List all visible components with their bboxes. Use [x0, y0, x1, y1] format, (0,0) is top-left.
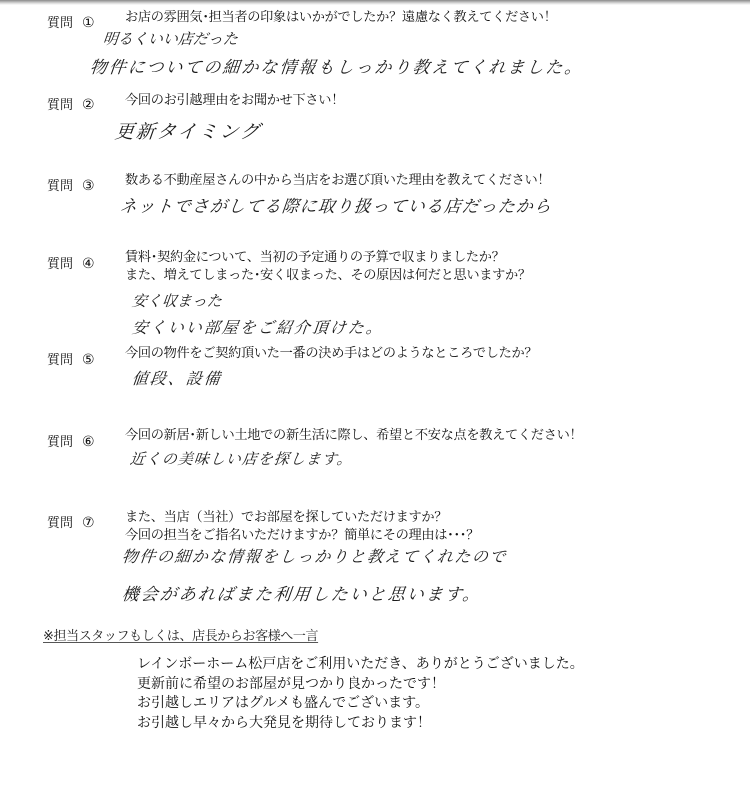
- question-prefix: 質問: [47, 179, 74, 194]
- staff-note-heading: ※担当スタッフもしくは、店長からお客様へ一言: [43, 629, 319, 644]
- staff-note-line: レインボーホーム松戸店をご利用いただき、ありがとうございました。: [137, 656, 584, 672]
- question-label: [47, 12, 95, 31]
- handwritten-answer-line: 機会があればまた利用したいと思います。: [120, 585, 483, 605]
- question-label: [47, 94, 95, 113]
- staff-note-line: 更新前に希望のお部屋が見つかり良かったです！: [137, 675, 445, 692]
- question-prefix: 質問: [47, 353, 74, 368]
- question-prefix: 質問: [47, 98, 74, 113]
- question-label: [47, 349, 95, 368]
- question-text: また、当店（当社）でお部屋を探していただけますか？ 今回の担当をご指名いただけますか？簡単にその理由は･･･？: [125, 510, 479, 543]
- question-text: お店の雰囲気･担当者の印象はいかがでしたか？遠慮なく教えてください！: [125, 10, 557, 25]
- question-number: ②: [82, 97, 95, 113]
- question-number: ⑤: [82, 352, 95, 368]
- handwritten-answer-line: 近くの美味しい店を探します。: [129, 450, 354, 468]
- staff-note-line: お引越し早々から大発見を期待しております！: [137, 714, 431, 731]
- handwritten-answer-line: 値段、設備: [130, 369, 223, 388]
- staff-note-line: お引越しエリアはグルメも盛んでございます。: [137, 695, 430, 711]
- handwritten-answer-line: 更新タイミング: [113, 121, 263, 143]
- question-number: ③: [82, 178, 95, 194]
- question-prefix: 質問: [47, 435, 74, 450]
- question-prefix: 質問: [47, 16, 74, 31]
- handwritten-answer-line: 物件についての細かな情報もしっかり教えてくれました。: [88, 58, 585, 78]
- question-text: 今回のお引越理由をお聞かせ下さい！: [125, 93, 345, 108]
- staff-note-body: [137, 655, 584, 733]
- question-label: [47, 512, 95, 531]
- question-text: 数ある不動産屋さんの中から当店をお選び頂いた理由を教えてください！: [125, 173, 551, 188]
- scan-top-edge: [0, 0, 750, 5]
- question-number: ⑥: [82, 434, 95, 450]
- question-number: ①: [82, 15, 95, 31]
- question-label: [47, 175, 95, 194]
- question-label: [47, 253, 95, 272]
- handwritten-answer-line: 物件の細かな情報をしっかりと教えてくれたので: [120, 547, 508, 566]
- question-label: [47, 431, 95, 450]
- question-number: ⑦: [82, 515, 95, 531]
- handwritten-answer-line: 安く収まった: [131, 292, 223, 310]
- handwritten-answer-line: 安くいい部屋をご紹介頂けた。: [130, 318, 385, 337]
- question-text: 今回の物件をご契約頂いた一番の決め手はどのようなところでしたか？: [125, 346, 538, 361]
- question-text: 賃料･契約金について、当初の予定通りの予算で収まりましたか？ また、増えてしまった･安く収まった、その原因は何だと思いますか？: [125, 250, 531, 283]
- question-prefix: 質問: [47, 516, 74, 531]
- question-prefix: 質問: [47, 257, 74, 272]
- handwritten-answer-line: ネットでさがしてる際に取り扱っている店だったから: [118, 197, 553, 217]
- question-number: ④: [82, 256, 95, 272]
- handwritten-answer-line: 明るくいい店だった: [102, 30, 239, 48]
- question-text: 今回の新居･新しい土地での新生活に際し、希望と不安な点を教えてください！: [125, 428, 583, 443]
